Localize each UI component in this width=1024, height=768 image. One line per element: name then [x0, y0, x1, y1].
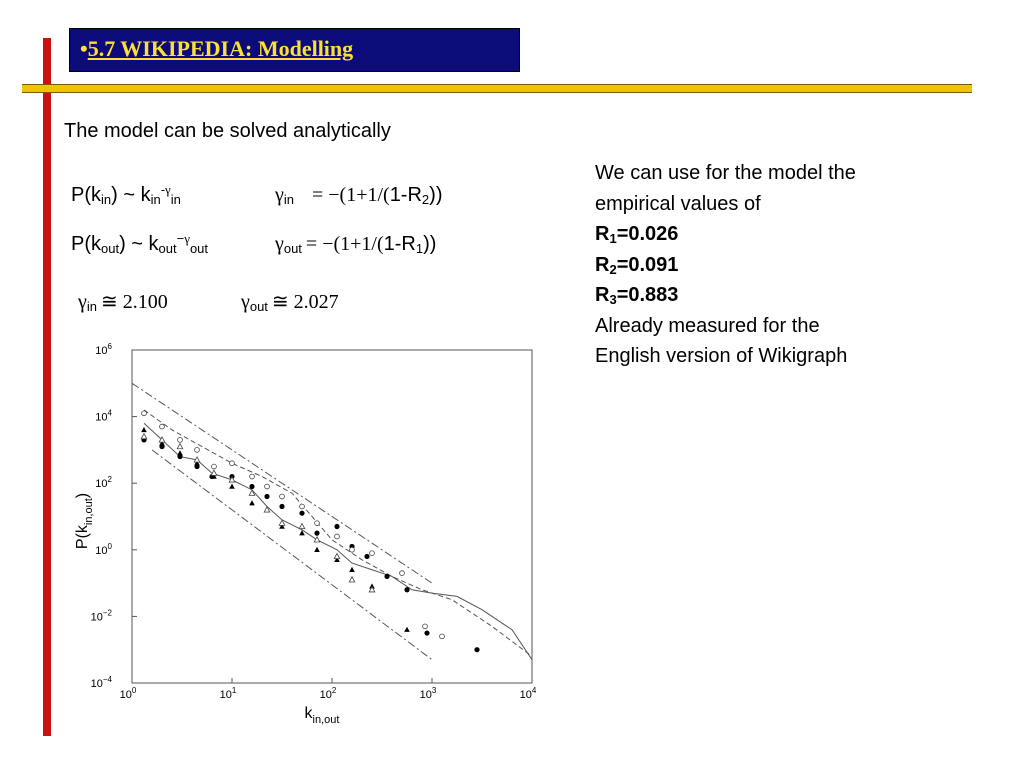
- equation-gamma-out: $\gamma_{out} = -(1+1/(1-R_1))$: [275, 233, 437, 256]
- red-accent-bar: [43, 38, 51, 736]
- right-line-1: We can use for the model the: [595, 162, 856, 184]
- title-bullet: •: [80, 36, 88, 61]
- filled-circle-point: [334, 524, 339, 529]
- x-tick-label: $10^0$: [119, 686, 137, 701]
- equation-pk-in: $P(k_{in})$ ~ $k_{in}^{-\gamma}_{in}$: [71, 182, 181, 207]
- x-tick-label: $10^2$: [319, 686, 337, 701]
- y-tick-label: $10^4$: [95, 408, 112, 424]
- r2-value: $R_2=0.091$: [595, 253, 679, 277]
- open-circle-point: [142, 411, 147, 416]
- y-tick-label: $10^2$: [95, 475, 112, 491]
- y-tick-label: $10^0$: [95, 541, 112, 557]
- y-tick-label: $10^{-4}$: [90, 675, 112, 690]
- right-line-4: English version of Wikigraph: [595, 345, 848, 367]
- gamma-out-value: $\gamma_{out}$ ≅ 2.027: [241, 291, 339, 314]
- open-circle-point: [160, 424, 165, 429]
- filled-circle-point: [264, 494, 269, 499]
- x-axis-label: $k_{in,out}$: [304, 705, 340, 726]
- degree-distribution-chart: [60, 335, 550, 735]
- open-circle-point: [335, 534, 340, 539]
- x-tick-label: $10^1$: [219, 686, 237, 701]
- x-tick-label: $10^3$: [419, 686, 437, 701]
- filled-circle-point: [384, 574, 389, 579]
- open-circle-point: [212, 464, 217, 469]
- gold-divider: [22, 84, 972, 93]
- filled-circle-point: [249, 484, 254, 489]
- right-line-3: Already measured for the: [595, 314, 820, 337]
- open-circle-point: [370, 551, 375, 556]
- subtitle: The model can be solved analytically: [64, 120, 391, 142]
- filled-circle-point: [299, 511, 304, 516]
- open-circle-point: [440, 634, 445, 639]
- open-circle-point: [195, 448, 200, 453]
- open-circle-point: [400, 571, 405, 576]
- title-link[interactable]: 5.7 WIKIPEDIA: Modelling: [87, 36, 354, 61]
- y-tick-label: $10^6$: [95, 342, 112, 357]
- open-circle-point: [280, 494, 285, 499]
- right-line-2: empirical values of: [595, 192, 761, 215]
- x-tick-label: $10^4$: [519, 686, 537, 701]
- open-circle-point: [423, 624, 428, 629]
- gamma-in-value: $\gamma_{in}$ ≅ 2.100: [78, 291, 168, 314]
- r3-value: $R_3=0.883$: [595, 284, 679, 307]
- equation-pk-out: $P(k_{out})$ ~ $k_{out}^{-\gamma}_{out}$: [71, 231, 209, 256]
- open-circle-point: [350, 547, 355, 552]
- right-text-block: [595, 158, 856, 372]
- open-circle-point: [178, 438, 183, 443]
- open-circle-point: [250, 474, 255, 479]
- slide-title: [80, 36, 353, 62]
- filled-circle-point: [404, 587, 409, 592]
- r1-value: $R_1=0.026$: [595, 223, 679, 246]
- filled-circle-point: [364, 554, 369, 559]
- filled-circle-point: [279, 504, 284, 509]
- open-circle-point: [265, 484, 270, 489]
- y-tick-label: $10^{-2}$: [90, 608, 112, 624]
- filled-circle-point: [424, 630, 429, 635]
- y-axis-label: $P(k_{in,out})$: [74, 492, 95, 550]
- filled-circle-point: [314, 531, 319, 536]
- equation-gamma-in: $\gamma_{in} = -(1+1/(1-R_2))$: [275, 184, 443, 207]
- open-circle-point: [230, 461, 235, 466]
- filled-circle-point: [474, 647, 479, 652]
- open-circle-point: [300, 504, 305, 509]
- open-circle-point: [315, 521, 320, 526]
